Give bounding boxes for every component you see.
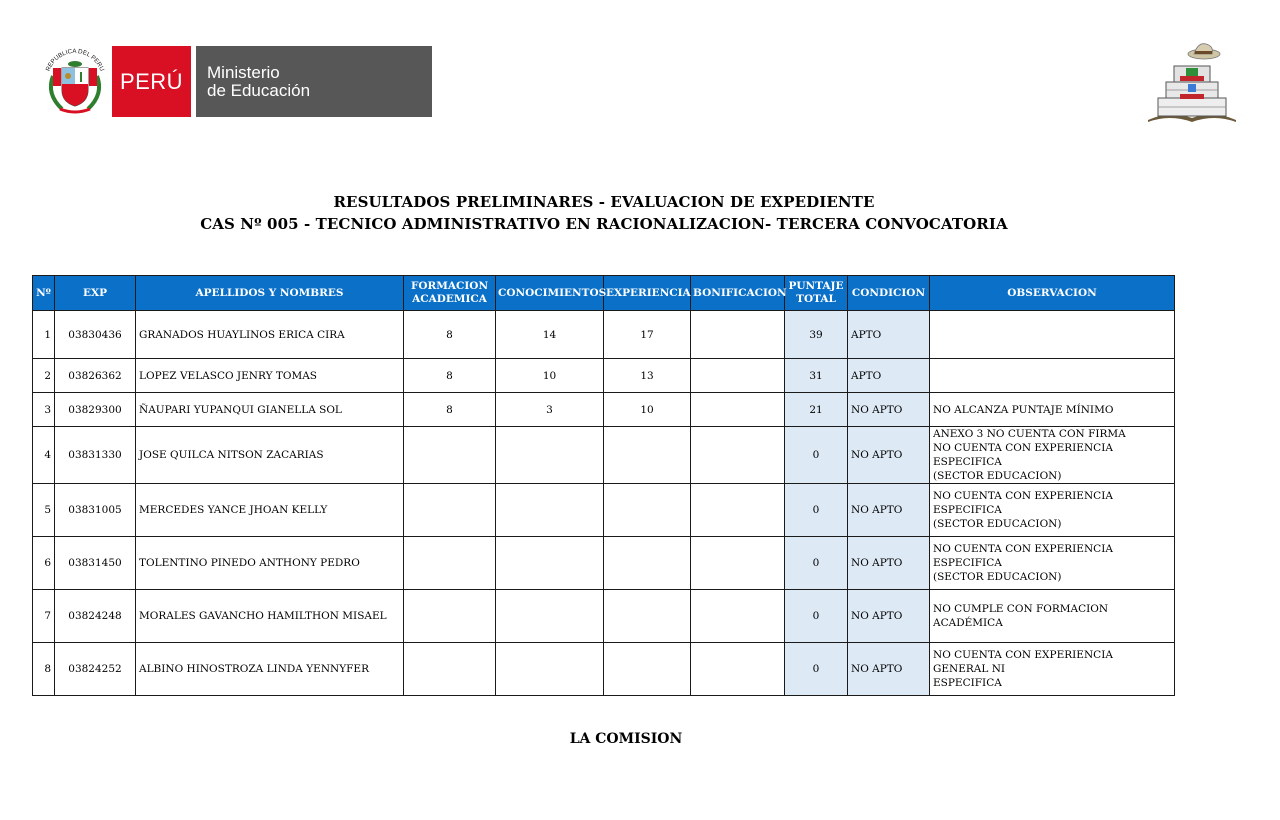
cell-experiencia: 17: [604, 311, 691, 359]
cell-total: 21: [785, 393, 848, 427]
cell-exp: 03826362: [55, 359, 136, 393]
table-row: [33, 427, 1175, 484]
observacion-line: ESPECIFICA: [933, 677, 1002, 689]
cell-experiencia: [604, 643, 691, 696]
cell-condicion: NO APTO: [848, 393, 930, 427]
cell-total: 39: [785, 311, 848, 359]
cell-num: 4: [33, 427, 55, 484]
cell-bonificacion: [691, 393, 785, 427]
observacion-line: NO CUMPLE CON FORMACION ACADÉMICA: [933, 603, 1109, 629]
cell-total: 0: [785, 484, 848, 537]
cell-num: 1: [33, 311, 55, 359]
cell-condicion: APTO: [848, 359, 930, 393]
cell-observacion: [930, 484, 1175, 537]
cell-total: 0: [785, 590, 848, 643]
cell-experiencia: 13: [604, 359, 691, 393]
header-observacion: OBSERVACION: [930, 276, 1175, 311]
cell-conocimientos: 10: [496, 359, 604, 393]
header-exp: EXP: [55, 276, 136, 311]
header-formacion-line1: FORMACION: [410, 280, 489, 292]
cell-num: 5: [33, 484, 55, 537]
header-name: APELLIDOS Y NOMBRES: [136, 276, 404, 311]
cell-bonificacion: [691, 484, 785, 537]
observacion-line: (SECTOR EDUCACION): [933, 470, 1062, 482]
cell-condicion: APTO: [848, 311, 930, 359]
cell-bonificacion: [691, 537, 785, 590]
cell-exp: 03824248: [55, 590, 136, 643]
table-row: [33, 484, 1175, 537]
cell-formacion: [404, 484, 496, 537]
observacion-line: (SECTOR EDUCACION): [933, 571, 1062, 583]
cell-conocimientos: 14: [496, 311, 604, 359]
cell-conocimientos: [496, 484, 604, 537]
cell-total: 31: [785, 359, 848, 393]
cell-exp: 03830436: [55, 311, 136, 359]
header-formacion-line2: ACADEMICA: [412, 293, 487, 305]
cell-name: MERCEDES YANCE JHOAN KELLY: [136, 484, 404, 537]
table-row: [33, 643, 1175, 696]
cell-exp: 03831450: [55, 537, 136, 590]
cell-total: 0: [785, 537, 848, 590]
cell-experiencia: [604, 484, 691, 537]
svg-text:REPUBLICA DEL PERU: REPUBLICA DEL PERU: [44, 47, 106, 73]
header-condicion: CONDICION: [848, 276, 930, 311]
document-title: RESULTADOS PRELIMINARES - EVALUACION DE EXPEDIENTE: [333, 193, 875, 211]
cell-name: JOSE QUILCA NITSON ZACARIAS: [136, 427, 404, 484]
cell-name: MORALES GAVANCHO HAMILTHON MISAEL: [136, 590, 404, 643]
cell-observacion: [930, 537, 1175, 590]
cell-name: GRANADOS HUAYLINOS ERICA CIRA: [136, 311, 404, 359]
cell-observacion: [930, 359, 1175, 393]
observacion-line: NO ALCANZA PUNTAJE MÍNIMO: [933, 403, 1114, 416]
cell-total: 0: [785, 427, 848, 484]
cell-observacion: [930, 427, 1175, 484]
header-bonificacion: BONIFICACION: [691, 276, 785, 311]
cell-observacion: [930, 590, 1175, 643]
cell-experiencia: [604, 427, 691, 484]
observacion-line: NO CUENTA CON EXPERIENCIA ESPECIFICA: [933, 490, 1113, 516]
header-conocimientos: CONOCIMIENTOS: [496, 276, 604, 311]
cell-experiencia: 10: [604, 393, 691, 427]
cell-bonificacion: [691, 427, 785, 484]
cell-name: TOLENTINO PINEDO ANTHONY PEDRO: [136, 537, 404, 590]
school-logo-icon: [1146, 40, 1238, 124]
cell-experiencia: [604, 537, 691, 590]
cell-bonificacion: [691, 311, 785, 359]
observacion-line: NO CUENTA CON EXPERIENCIA ESPECIFICA: [933, 442, 1113, 468]
table-row: [33, 537, 1175, 590]
cell-conocimientos: [496, 537, 604, 590]
cell-exp: 03824252: [55, 643, 136, 696]
header-formacion: [404, 276, 496, 311]
results-table: [32, 275, 1175, 696]
observacion-line: ANEXO 3 NO CUENTA CON FIRMA: [933, 428, 1126, 440]
cell-formacion: [404, 537, 496, 590]
cell-conocimientos: 3: [496, 393, 604, 427]
header-puntaje: [785, 276, 848, 311]
cell-condicion: NO APTO: [848, 537, 930, 590]
cell-name: ÑAUPARI YUPANQUI GIANELLA SOL: [136, 393, 404, 427]
ministerio-brand: [196, 46, 432, 117]
cell-formacion: 8: [404, 311, 496, 359]
header-num: Nº: [33, 276, 55, 311]
document-subtitle: CAS Nº 005 - TECNICO ADMINISTRATIVO EN RACIONALIZACION- TERCERA CONVOCATORIA: [200, 215, 1008, 233]
cell-bonificacion: [691, 359, 785, 393]
observacion-line: NO CUENTA CON EXPERIENCIA ESPECIFICA: [933, 543, 1113, 569]
ministerio-line-2: de Educación: [207, 80, 311, 100]
cell-condicion: NO APTO: [848, 427, 930, 484]
ministerio-line-1: Ministerio: [207, 62, 280, 82]
cell-num: 6: [33, 537, 55, 590]
cell-bonificacion: [691, 590, 785, 643]
header-puntaje-line1: PUNTAJE: [788, 280, 844, 292]
observacion-line: (SECTOR EDUCACION): [933, 518, 1062, 530]
peru-coat-of-arms-icon: [40, 46, 110, 117]
cell-condicion: NO APTO: [848, 643, 930, 696]
cell-formacion: [404, 643, 496, 696]
cell-observacion: [930, 643, 1175, 696]
cell-conocimientos: [496, 427, 604, 484]
cell-formacion: [404, 427, 496, 484]
cell-total: 0: [785, 643, 848, 696]
cell-exp: 03831330: [55, 427, 136, 484]
cell-bonificacion: [691, 643, 785, 696]
cell-num: 8: [33, 643, 55, 696]
cell-condicion: NO APTO: [848, 590, 930, 643]
cell-conocimientos: [496, 643, 604, 696]
minedu-logo: [40, 46, 432, 117]
table-header-row: [33, 276, 1175, 311]
header-experiencia: EXPERIENCIA: [604, 276, 691, 311]
cell-num: 3: [33, 393, 55, 427]
cell-name: LOPEZ VELASCO JENRY TOMAS: [136, 359, 404, 393]
table-row: [33, 590, 1175, 643]
cell-conocimientos: [496, 590, 604, 643]
cell-formacion: 8: [404, 359, 496, 393]
cell-name: ALBINO HINOSTROZA LINDA YENNYFER: [136, 643, 404, 696]
cell-formacion: 8: [404, 393, 496, 427]
observacion-line: NO CUENTA CON EXPERIENCIA GENERAL NI: [933, 649, 1113, 675]
cell-exp: 03829300: [55, 393, 136, 427]
peru-brand-label: PERÚ: [112, 46, 191, 117]
table-row: [33, 359, 1175, 393]
cell-formacion: [404, 590, 496, 643]
cell-observacion: [930, 393, 1175, 427]
cell-exp: 03831005: [55, 484, 136, 537]
cell-condicion: NO APTO: [848, 484, 930, 537]
cell-num: 2: [33, 359, 55, 393]
commission-signature: LA COMISION: [569, 731, 683, 747]
cell-observacion: [930, 311, 1175, 359]
cell-num: 7: [33, 590, 55, 643]
table-row: [33, 393, 1175, 427]
header-puntaje-line2: TOTAL: [796, 293, 836, 305]
cell-experiencia: [604, 590, 691, 643]
table-row: [33, 311, 1175, 359]
